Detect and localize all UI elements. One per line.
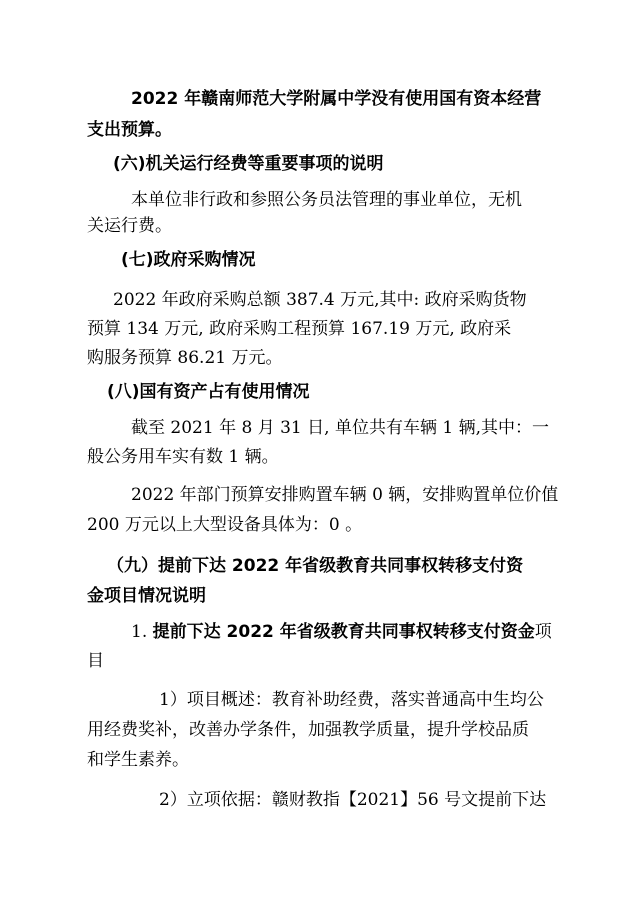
item-overview-line-3: 和学生素养。 (87, 750, 189, 770)
paragraph-capital-budget-line-2: 支出预算。 (87, 120, 172, 140)
heading-section-6: (六)机关运行经费等重要事项的说明 (113, 154, 384, 174)
item-overview-line-2: 用经费奖补，改善办学条件，加强教学质量，提升学校品质 (87, 720, 529, 740)
paragraph-purchase-plan-line-1: 2022 年部门预算安排购置车辆 0 辆，安排购置单位价值 (131, 485, 559, 505)
paragraph-operating-costs-line-1: 本单位非行政和参照公务员法管理的事业单位，无机 (131, 190, 522, 210)
subsection-1-bold-title: 提前下达 2022 年省级教育共同事权转移支付资金 (152, 622, 535, 642)
heading-section-8: (八)国有资产占有使用情况 (107, 382, 310, 402)
item-basis-line-1: 2）立项依据：赣财教指【2021】56 号文提前下达 (159, 790, 547, 810)
paragraph-vehicles-line-1: 截至 2021 年 8 月 31 日, 单位共有车辆 1 辆,其中：一 (131, 418, 549, 438)
paragraph-procurement-line-3: 购服务预算 86.21 万元。 (87, 348, 283, 368)
paragraph-vehicles-line-2: 般公务用车实有数 1 辆。 (87, 447, 279, 467)
paragraph-operating-costs-line-2: 关运行费。 (87, 216, 172, 236)
heading-section-9-line-2: 金项目情况说明 (87, 586, 206, 606)
subsection-1-number: 1. (131, 622, 148, 642)
paragraph-procurement-line-2: 预算 134 万元, 政府采购工程预算 167.19 万元, 政府采 (87, 319, 512, 339)
heading-section-7: (七)政府采购情况 (121, 250, 256, 270)
paragraph-purchase-plan-line-2: 200 万元以上大型设备具体为：0 。 (87, 515, 363, 535)
subsection-1-title-tail: 项 (534, 622, 552, 642)
heading-section-9-line-1: （九）提前下达 2022 年省级教育共同事权转移支付资 (107, 556, 524, 576)
item-overview-line-1: 1）项目概述：教育补助经费，落实普通高中生均公 (159, 690, 544, 710)
paragraph-procurement-line-1: 2022 年政府采购总额 387.4 万元,其中: 政府采购货物 (113, 290, 527, 310)
subsection-1-line-2: 目 (87, 651, 104, 671)
subsection-1-line-1 (131, 621, 552, 643)
paragraph-capital-budget-line-1: 2022 年赣南师范大学附属中学没有使用国有资本经营 (131, 89, 542, 109)
